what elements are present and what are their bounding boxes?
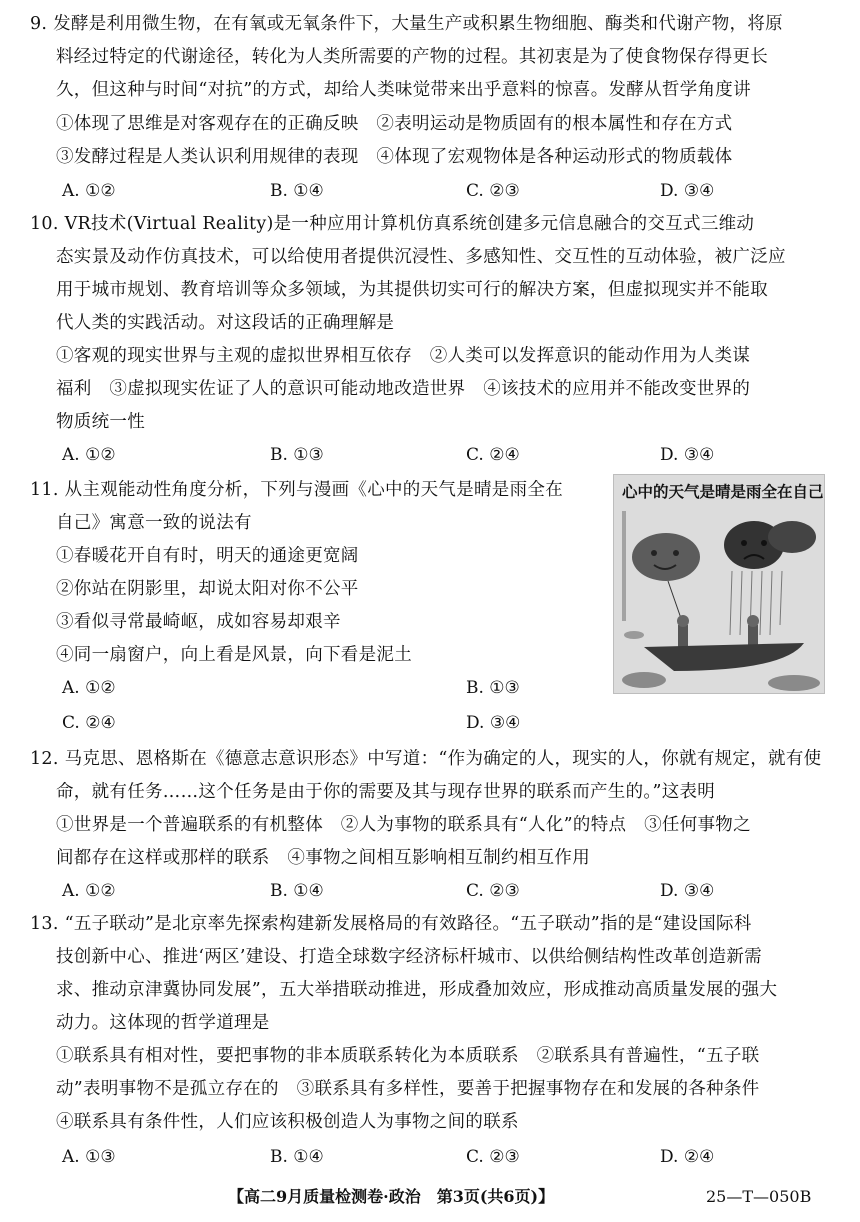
q9-line-1: 9. 发酵是利用微生物，在有氧或无氧条件下，大量生产或积累生物细胞、酶类和代谢产物，将原: [30, 14, 783, 34]
q9-option-c[interactable]: C. ②③: [466, 181, 520, 201]
q11-line-4: ②你站在阴影里，却说太阳对你不公平: [56, 579, 359, 599]
q9-option-a[interactable]: A. ①②: [62, 181, 116, 201]
q11-line-6: ④同一扇窗户，向上看是风景，向下看是泥土: [56, 645, 412, 665]
q13-option-c[interactable]: C. ②③: [466, 1147, 520, 1167]
q11-line-2: 自己》寓意一致的说法有: [56, 513, 252, 533]
q9-line-5: ③发酵过程是人类认识利用规律的表现 ④体现了宏观物体是各种运动形式的物质载体: [56, 147, 733, 167]
q9-option-b[interactable]: B. ①④: [270, 181, 324, 201]
q9-line-2: 料经过特定的代谢途径，转化为人类所需要的产物的过程。其初衷是为了使食物保存得更长: [56, 47, 768, 67]
q13-line-1: 13. “五子联动”是北京率先探索构建新发展格局的有效路径。“五子联动”指的是“建设国际科: [30, 914, 752, 934]
q12-line-3: ①世界是一个普遍联系的有机整体 ②人为事物的联系具有“人化”的特点 ③任何事物之: [56, 815, 751, 835]
q11-option-c[interactable]: C. ②④: [62, 713, 116, 733]
q10-line-4: 代人类的实践活动。对这段话的正确理解是: [56, 313, 395, 333]
cartoon-title: 心中的天气是晴是雨全在自己: [622, 483, 824, 501]
q13-line-2: 技创新中心、推进‘两区’建设、打造全球数字经济标杆城市、以供给侧结构性改革创造新需: [56, 947, 762, 967]
q10-line-1: 10. VR技术(Virtual Reality)是一种应用计算机仿真系统创建多元信息融合的交互式三维动: [30, 214, 755, 234]
q12-line-1: 12. 马克思、恩格斯在《德意志意识形态》中写道：“作为确定的人，现实的人，你就有规定，就有使: [30, 749, 822, 769]
q10-option-a[interactable]: A. ①②: [62, 445, 116, 465]
q13-line-6: 动”表明事物不是孤立存在的 ③联系具有多样性，要善于把握事物存在和发展的各种条件: [56, 1079, 760, 1099]
q13-option-d[interactable]: D. ②④: [660, 1147, 715, 1167]
q10-option-d[interactable]: D. ③④: [660, 445, 715, 465]
q10-line-7: 物质统一性: [56, 412, 145, 432]
q9-line-3: 久，但这种与时间“对抗”的方式，却给人类味觉带来出乎意料的惊喜。发酵从哲学角度讲: [56, 80, 751, 100]
footer-page-info: 【高二9月质量检测卷·政治 第3页(共6页)】: [228, 1187, 555, 1206]
q13-line-3: 求、推动京津冀协同发展”，五大举措联动推进，形成叠加效应，形成推动高质量发展的强大: [56, 980, 778, 1000]
q12-line-2: 命，就有任务……这个任务是由于你的需要及其与现存世界的联系而产生的。”这表明: [56, 782, 716, 802]
q9-option-d[interactable]: D. ③④: [660, 181, 715, 201]
q10-line-5: ①客观的现实世界与主观的虚拟世界相互依存 ②人类可以发挥意识的能动作用为人类谋: [56, 346, 751, 366]
q9-line-4: ①体现了思维是对客观存在的正确反映 ②表明运动是物质固有的根本属性和存在方式: [56, 114, 733, 134]
q12-option-a[interactable]: A. ①②: [62, 881, 116, 901]
q11-option-a[interactable]: A. ①②: [62, 678, 116, 698]
q12-option-b[interactable]: B. ①④: [270, 881, 324, 901]
q10-option-c[interactable]: C. ②④: [466, 445, 520, 465]
q12-line-4: 间都存在这样或那样的联系 ④事物之间相互影响相互制约相互作用: [56, 848, 590, 868]
q10-line-6: 福利 ③虚拟现实佐证了人的意识可能动地改造世界 ④该技术的应用并不能改变世界的: [56, 379, 751, 399]
q13-line-5: ①联系具有相对性，要把事物的非本质联系转化为本质联系 ②联系具有普遍性，“五子联: [56, 1046, 760, 1066]
q11-line-5: ③看似寻常最崎岖，成如容易却艰辛: [56, 612, 341, 632]
q11-line-3: ①春暖花开自有时，明天的通途更宽阔: [56, 546, 359, 566]
cartoon-drawing: [614, 475, 825, 694]
q11-line-1: 11. 从主观能动性角度分析，下列与漫画《心中的天气是晴是雨全在: [30, 480, 563, 500]
q11-option-b[interactable]: B. ①③: [466, 678, 520, 698]
q13-option-a[interactable]: A. ①③: [62, 1147, 116, 1167]
q10-line-2: 态实景及动作仿真技术，可以给使用者提供沉浸性、多感知性、交互性的互动体验，被广泛应: [56, 247, 786, 267]
q11-option-d[interactable]: D. ③④: [466, 713, 521, 733]
cartoon-image: [613, 474, 825, 694]
q10-line-3: 用于城市规划、教育培训等众多领域，为其提供切实可行的解决方案，但虚拟现实并不能取: [56, 280, 768, 300]
q13-line-7: ④联系具有条件性，人们应该积极创造人为事物之间的联系: [56, 1112, 519, 1132]
q12-option-d[interactable]: D. ③④: [660, 881, 715, 901]
q10-option-b[interactable]: B. ①③: [270, 445, 324, 465]
q13-option-b[interactable]: B. ①④: [270, 1147, 324, 1167]
q12-option-c[interactable]: C. ②③: [466, 881, 520, 901]
footer-code: 25—T—050B: [706, 1187, 812, 1206]
q13-line-4: 动力。这体现的哲学道理是: [56, 1013, 270, 1033]
